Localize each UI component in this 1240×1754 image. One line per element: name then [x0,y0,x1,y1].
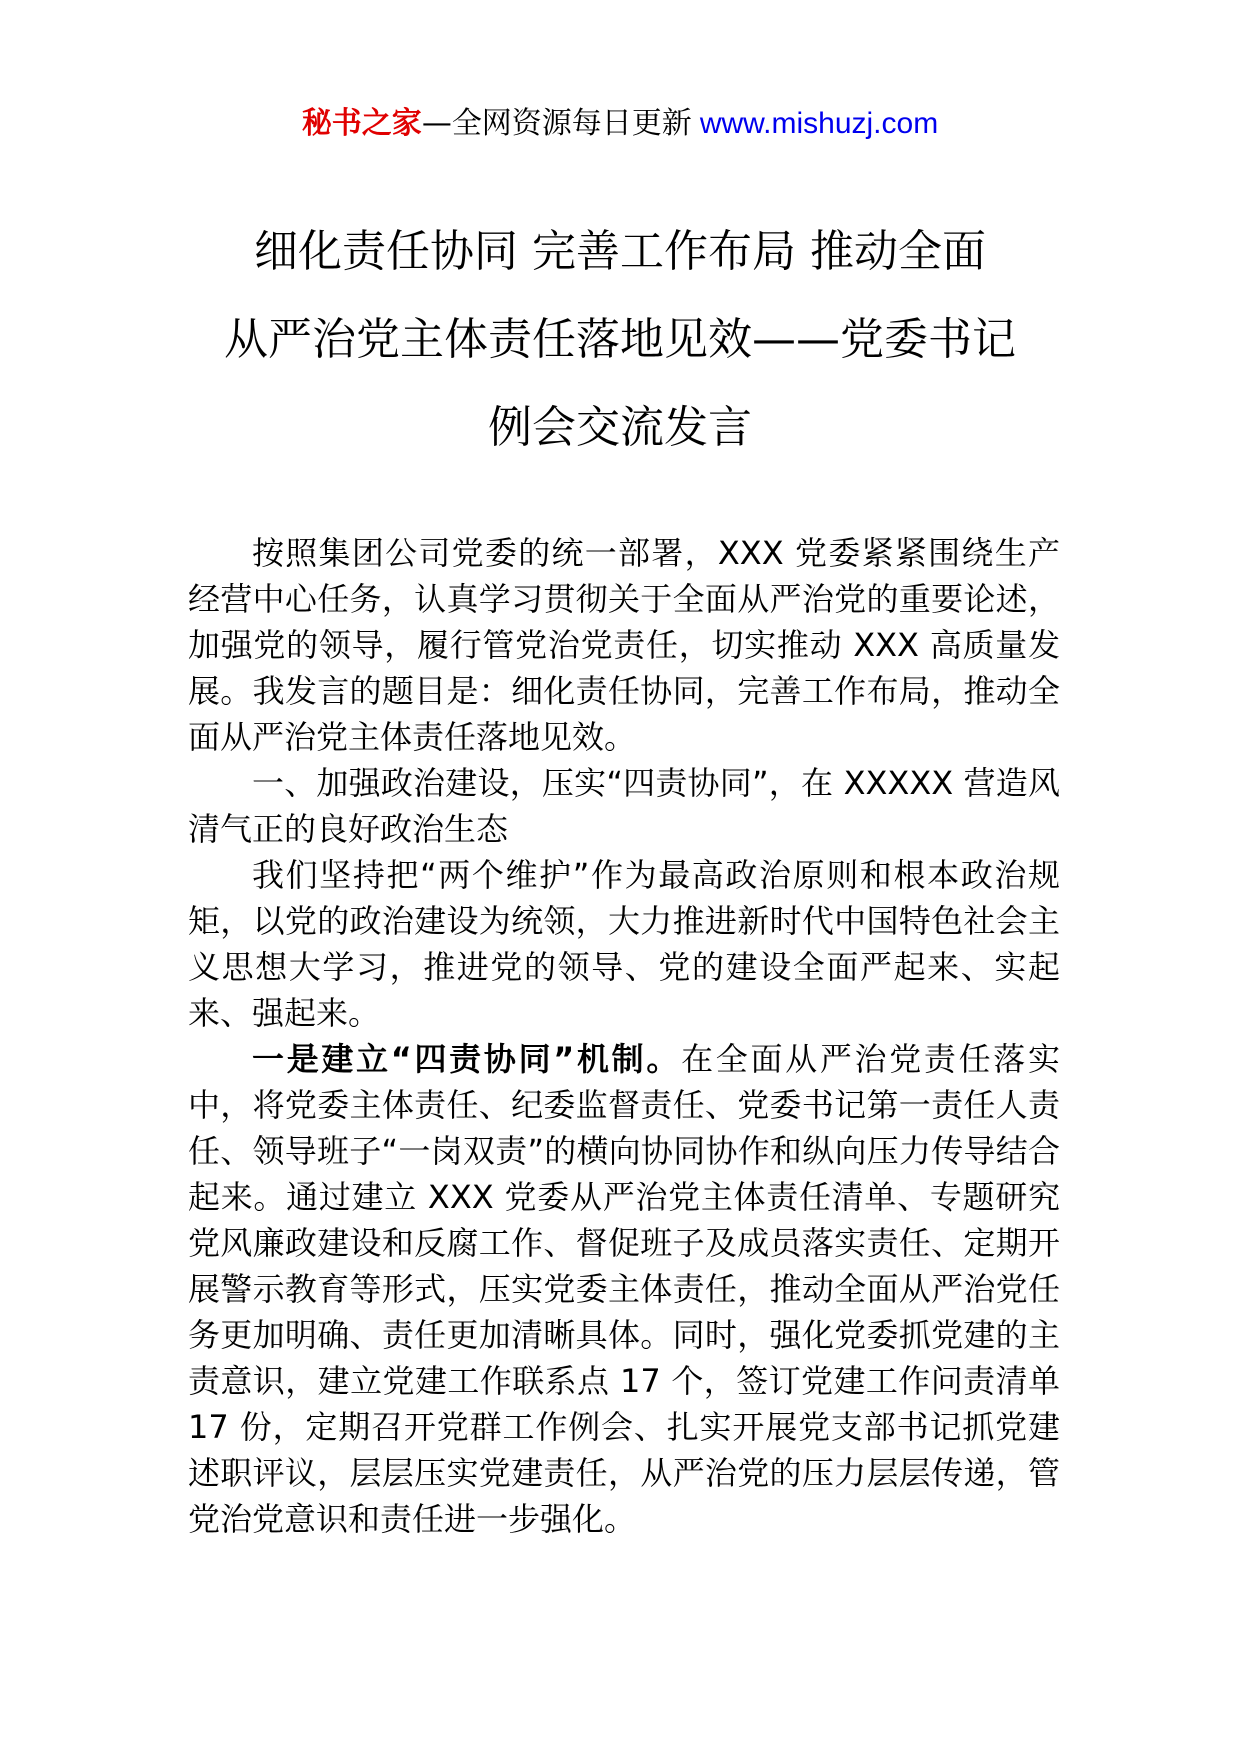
document-title [150,208,1090,472]
site-url[interactable]: www.mishuzj.com [699,107,939,140]
header-tagline: —全网资源每日更新 [421,106,692,141]
paragraph-lead-bold: 一是建立“四责协同”机制。 [252,1040,682,1078]
title-line-2: 从严治党主体责任落地见效——党委书记 [224,314,1016,365]
paragraph-mechanism-text: 在全面从严治党责任落实中，将党委主体责任、纪委监督责任、党委书记第一责任人责任、领导班子“一岗双责”的横向协同协作和纵向压力传导结合起来。通过建立 XXX 党委从严治党主体责任清单、专题研究党风廉政建设和反腐工作、督促班子及成员落实责任、定期开展警示教育等形式，压实党委主体责任，推动全面从严治党任务更加明确、责任更加清晰具体。同时，强化党委抓党建的主责意识，建立党建工作联系点 17 个，签订党建工作问责清单 17 份，定期召开党群工作例会、扎实开展党支部书记抓党建述职评议，层层压实党建责任，从严治党的压力层层传递，管党治党意识和责任进一步强化。 [188,1040,1060,1538]
paragraph-mechanism [188,1036,1060,1542]
site-header [0,100,1240,148]
brand-name: 秘书之家 [301,106,422,141]
title-line-3: 例会交流发言 [488,402,752,453]
paragraph-section-1: 我们坚持把“两个维护”作为最高政治原则和根本政治规矩，以党的政治建设为统领，大力推进新时代中国特色社会主义思想大学习，推进党的领导、党的建设全面严起来、实起来、强起来。 [188,856,1060,1032]
document-body [188,530,1060,1542]
paragraph-intro: 按照集团公司党委的统一部署，XXX 党委紧紧围绕生产经营中心任务，认真学习贯彻关于全面从严治党的重要论述，加强党的领导，履行管党治党责任，切实推动 XXX 高质量发展。我发言的题目是：细化责任协同，完善工作布局，推动全面从严治党主体责任落地见效。 [188,534,1060,756]
title-line-1: 细化责任协同 完善工作布局 推动全面 [254,226,986,277]
section-heading-1: 一、加强政治建设，压实“四责协同”，在 XXXXX 营造风清气正的良好政治生态 [188,764,1060,848]
